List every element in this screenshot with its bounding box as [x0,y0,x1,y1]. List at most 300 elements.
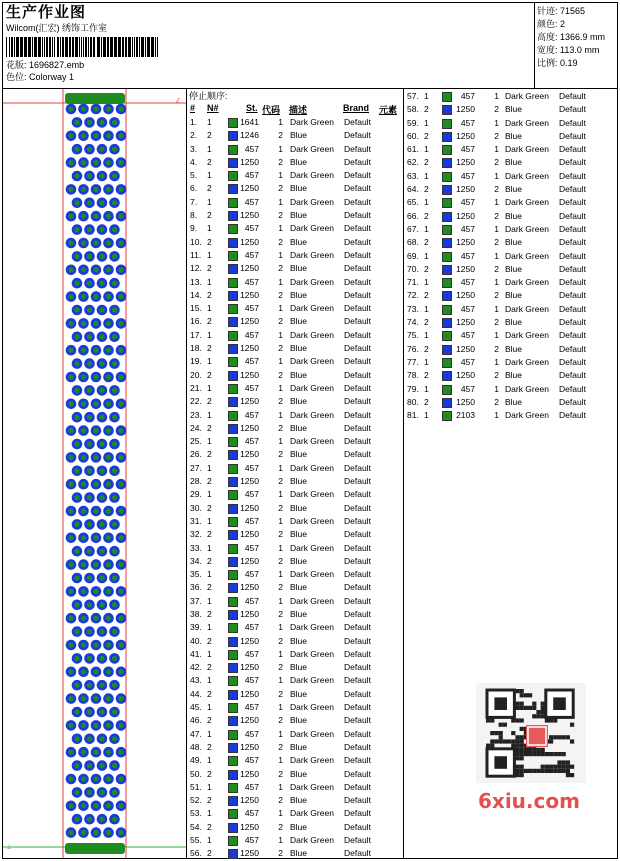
row-index: 58. [407,104,419,115]
row-brand: Default [344,369,371,380]
row-brand: Default [344,582,371,593]
row-needle: 1 [424,383,429,394]
barcode-icon [6,37,158,57]
row-brand: Default [344,170,371,181]
row-stops: 1 [494,356,499,367]
row-stops: 1 [494,144,499,155]
row-needle: 1 [207,382,212,393]
company-name: Wilcom(汇宏) 绣饰工作室 [6,23,107,33]
row-brand: Default [344,715,371,726]
row-brand: Default [344,848,371,859]
row-brand: Default [559,330,586,341]
row-index: 77. [407,356,419,367]
row-needle: 2 [424,104,429,115]
row-code: 1250 [456,317,475,328]
row-code: 457 [244,382,259,393]
row-index: 9. [190,223,198,234]
row-index: 39. [190,622,202,633]
color-swatch [442,291,452,301]
row-code: 457 [460,303,475,314]
row-brand: Default [559,343,586,354]
row-needle: 2 [424,396,429,407]
row-brand: Default [344,409,371,420]
row-brand: Default [559,197,586,208]
sheet-header [3,3,617,89]
row-code: 457 [244,489,259,500]
row-index: 38. [190,608,202,619]
color-swatch [442,198,452,208]
row-stops: 1 [278,835,283,846]
row-stops: 2 [278,130,283,141]
column-headers [187,103,404,115]
row-description: Dark Green [290,622,334,633]
colorway-value: Colorway 1 [29,72,75,82]
row-description: Dark Green [290,117,334,127]
row-needle: 1 [207,835,212,846]
row-stops: 1 [278,808,283,819]
row-brand: Default [344,529,371,540]
color-swatch [442,345,452,355]
row-brand: Default [344,303,371,314]
row-needle: 1 [424,117,429,128]
row-brand: Default [344,356,371,367]
row-index: 47. [190,728,202,739]
colorway-line [6,71,534,83]
row-code: 457 [460,91,475,101]
row-stops: 2 [278,183,283,194]
row-brand: Default [559,184,586,195]
row-description: Blue [290,821,308,832]
row-stops: 1 [278,728,283,739]
row-brand: Default [344,648,371,659]
row-brand: Default [559,157,586,168]
row-brand: Default [344,210,371,221]
row-needle: 1 [424,330,429,341]
row-needle: 2 [207,449,212,460]
row-index: 81. [407,410,419,421]
colorway-label: 色位: [6,72,27,82]
row-description: Dark Green [290,781,334,792]
row-description: Blue [290,741,308,752]
row-index: 14. [190,289,202,300]
color-swatch [442,212,452,222]
col-header-stops: St. [246,103,258,113]
row-needle: 2 [424,343,429,354]
row-brand: Default [559,263,586,274]
row-needle: 2 [207,502,212,513]
row-code: 1250 [240,635,259,646]
row-description: Blue [290,848,308,859]
row-description: Dark Green [290,196,334,207]
row-stops: 1 [494,197,499,208]
row-code: 457 [244,170,259,181]
row-brand: Default [344,223,371,234]
row-description: Dark Green [290,356,334,367]
row-stops: 2 [494,263,499,274]
row-description: Dark Green [290,276,334,287]
row-description: Dark Green [505,223,549,234]
row-brand: Default [344,263,371,274]
row-stops: 1 [278,276,283,287]
row-stops: 2 [278,715,283,726]
row-description: Blue [505,290,523,301]
row-index: 70. [407,263,419,274]
row-code: 1250 [456,104,475,115]
row-index: 37. [190,595,202,606]
row-stops: 2 [278,502,283,513]
row-description: Blue [505,104,523,115]
row-needle: 2 [424,157,429,168]
row-needle: 2 [424,237,429,248]
row-description: Blue [505,263,523,274]
row-index: 51. [190,781,202,792]
row-index: 5. [190,170,198,181]
row-needle: 1 [207,356,212,367]
row-index: 36. [190,582,202,593]
row-stops: 2 [278,396,283,407]
row-needle: 1 [207,143,212,154]
row-description: Dark Green [290,569,334,580]
row-needle: 1 [207,303,212,314]
row-needle: 1 [207,755,212,766]
row-code: 1250 [240,449,259,460]
row-description: Blue [290,688,308,699]
row-brand: Default [344,196,371,207]
row-brand: Default [559,383,586,394]
row-needle: 2 [424,263,429,274]
row-code: 457 [244,462,259,473]
row-brand: Default [559,104,586,115]
row-index: 49. [190,755,202,766]
row-stops: 2 [494,157,499,168]
row-code: 1250 [240,529,259,540]
color-swatch [442,172,452,182]
row-stops: 2 [494,130,499,141]
row-code: 1250 [240,422,259,433]
row-description: Dark Green [505,117,549,128]
col-header-brand: Brand [343,103,370,113]
stat-height: 高度: 1366.9 mm [537,32,606,42]
row-description: Blue [290,316,308,327]
row-code: 1250 [240,662,259,673]
row-code: 457 [460,277,475,288]
color-swatch [442,132,452,142]
row-stops: 2 [278,343,283,354]
row-stops: 2 [494,370,499,381]
row-brand: Default [344,396,371,407]
row-code: 457 [244,728,259,739]
row-stops: 1 [278,356,283,367]
row-code: 1641 [240,117,259,127]
col-header-element: 元素 [379,105,398,115]
row-description: Dark Green [290,648,334,659]
stat-stitches: 针迹: 71565 [537,6,586,16]
row-stops: 2 [278,635,283,646]
row-stops: 1 [278,489,283,500]
row-code: 1250 [240,688,259,699]
row-stops: 1 [278,515,283,526]
row-description: Blue [290,263,308,274]
row-index: 35. [190,569,202,580]
row-needle: 1 [207,436,212,447]
row-index: 79. [407,383,419,394]
row-description: Blue [290,156,308,167]
row-brand: Default [344,595,371,606]
row-stops: 2 [278,263,283,274]
row-description: Dark Green [290,143,334,154]
row-index: 11. [190,249,202,260]
row-stops: 1 [278,329,283,340]
row-description: Dark Green [290,303,334,314]
row-description: Dark Green [290,675,334,686]
row-brand: Default [344,608,371,619]
row-stops: 1 [278,436,283,447]
row-brand: Default [344,236,371,247]
row-index: 69. [407,250,419,261]
row-index: 46. [190,715,202,726]
row-needle: 2 [207,343,212,354]
row-brand: Default [344,382,371,393]
color-swatch [442,411,452,421]
row-description: Blue [505,370,523,381]
row-description: Dark Green [505,91,549,101]
row-index: 62. [407,157,419,168]
row-stops: 1 [278,595,283,606]
row-description: Dark Green [290,755,334,766]
row-description: Dark Green [505,197,549,208]
row-stops: 2 [278,608,283,619]
row-needle: 1 [424,303,429,314]
row-code: 457 [244,542,259,553]
row-index: 61. [407,144,419,155]
row-index: 31. [190,515,202,526]
row-needle: 1 [424,223,429,234]
row-index: 26. [190,449,202,460]
row-description: Blue [290,422,308,433]
row-stops: 2 [278,289,283,300]
row-stops: 1 [278,409,283,420]
row-brand: Default [344,675,371,686]
color-swatch [442,252,452,262]
row-index: 50. [190,768,202,779]
row-description: Blue [290,369,308,380]
row-needle: 1 [207,223,212,234]
row-description: Blue [290,795,308,806]
row-needle: 1 [207,648,212,659]
row-needle: 2 [207,396,212,407]
row-stops: 2 [278,582,283,593]
row-brand: Default [344,249,371,260]
row-brand: Default [344,515,371,526]
row-code: 457 [460,356,475,367]
row-code: 1250 [240,156,259,167]
color-swatch [442,278,452,288]
row-needle: 2 [207,289,212,300]
row-index: 80. [407,396,419,407]
row-code: 457 [244,356,259,367]
row-code: 457 [244,223,259,234]
row-brand: Default [344,489,371,500]
row-description: Blue [290,582,308,593]
row-description: Blue [290,529,308,540]
row-needle: 1 [424,356,429,367]
row-stops: 2 [494,290,499,301]
row-index: 25. [190,436,202,447]
row-needle: 2 [207,316,212,327]
row-code: 1250 [240,343,259,354]
row-stops: 2 [494,104,499,115]
row-index: 63. [407,170,419,181]
row-needle: 2 [207,768,212,779]
row-needle: 1 [207,462,212,473]
row-stops: 2 [278,821,283,832]
design-file: 1696827.emb [29,60,85,70]
row-stops: 2 [494,343,499,354]
row-needle: 2 [207,422,212,433]
row-description: Blue [290,130,308,141]
col-header-code: 代码 [262,105,281,115]
row-stops: 1 [278,170,283,181]
svg-text:∠: ∠ [175,98,182,105]
stat-scale: 比例: 0.19 [537,58,578,68]
row-needle: 2 [207,369,212,380]
row-brand: Default [559,370,586,381]
row-code: 457 [244,595,259,606]
header-info [6,4,534,83]
row-needle: 2 [424,210,429,221]
stat-width: 宽度: 113.0 mm [537,45,600,55]
stats-panel [534,3,617,88]
row-stops: 1 [278,382,283,393]
row-brand: Default [344,555,371,566]
row-stops: 1 [494,250,499,261]
row-stops: 1 [494,170,499,181]
row-code: 457 [244,808,259,819]
row-code: 1250 [240,183,259,194]
row-code: 457 [244,835,259,846]
row-code: 457 [460,250,475,261]
row-needle: 2 [424,290,429,301]
row-description: Dark Green [290,170,334,181]
row-description: Blue [290,396,308,407]
row-code: 1250 [240,396,259,407]
row-needle: 1 [207,781,212,792]
watermark-site: 6xiu.com [478,789,580,813]
row-needle: 2 [207,183,212,194]
row-needle: 1 [207,808,212,819]
row-description: Dark Green [505,330,549,341]
row-code: 1246 [240,130,259,141]
row-description: Blue [505,396,523,407]
row-description: Blue [290,236,308,247]
row-needle: 2 [207,130,212,141]
row-code: 1250 [240,476,259,487]
row-index: 78. [407,370,419,381]
row-brand: Default [344,462,371,473]
row-code: 1250 [456,370,475,381]
row-needle: 1 [424,144,429,155]
row-code: 1250 [456,396,475,407]
color-swatch [442,158,452,168]
row-needle: 1 [207,489,212,500]
row-needle: 1 [207,569,212,580]
row-brand: Default [559,237,586,248]
row-stops: 2 [494,317,499,328]
color-swatch [442,92,452,102]
row-brand: Default [344,476,371,487]
row-description: Dark Green [290,223,334,234]
row-code: 1250 [240,555,259,566]
row-needle: 1 [207,595,212,606]
row-brand: Default [559,277,586,288]
col-header-index: # [190,103,196,113]
row-stops: 2 [278,555,283,566]
row-description: Dark Green [290,835,334,846]
row-needle: 1 [424,277,429,288]
row-brand: Default [344,622,371,633]
row-needle: 1 [424,170,429,181]
row-code: 1250 [240,768,259,779]
row-stops: 1 [494,330,499,341]
row-stops: 2 [278,422,283,433]
row-stops: 2 [278,662,283,673]
row-needle: 2 [207,662,212,673]
row-code: 1250 [456,157,475,168]
row-needle: 2 [207,555,212,566]
row-needle: 1 [207,702,212,713]
row-index: 23. [190,409,202,420]
row-index: 68. [407,237,419,248]
row-description: Blue [290,502,308,513]
row-brand: Default [344,449,371,460]
row-description: Dark Green [505,277,549,288]
row-index: 55. [190,835,202,846]
row-description: Dark Green [290,249,334,260]
row-code: 457 [244,515,259,526]
row-stops: 1 [278,569,283,580]
row-description: Dark Green [505,250,549,261]
row-needle: 1 [424,410,429,421]
row-stops: 1 [278,675,283,686]
row-brand: Default [559,210,586,221]
row-needle: 2 [424,130,429,141]
row-brand: Default [344,329,371,340]
row-stops: 2 [278,688,283,699]
row-brand: Default [344,835,371,846]
row-description: Blue [290,768,308,779]
row-stops: 2 [278,795,283,806]
row-index: 45. [190,702,202,713]
row-needle: 1 [424,197,429,208]
row-description: Dark Green [505,356,549,367]
row-needle: 2 [207,210,212,221]
row-description: Blue [290,449,308,460]
row-code: 457 [460,197,475,208]
row-code: 457 [244,436,259,447]
row-stops: 1 [278,542,283,553]
row-index: 76. [407,343,419,354]
row-brand: Default [344,183,371,194]
row-stops: 1 [494,303,499,314]
row-stops: 2 [278,449,283,460]
row-index: 48. [190,741,202,752]
row-index: 10. [190,236,202,247]
row-stops: 1 [494,383,499,394]
row-description: Dark Green [290,595,334,606]
row-needle: 2 [207,529,212,540]
row-code: 1250 [456,237,475,248]
row-code: 1250 [240,795,259,806]
